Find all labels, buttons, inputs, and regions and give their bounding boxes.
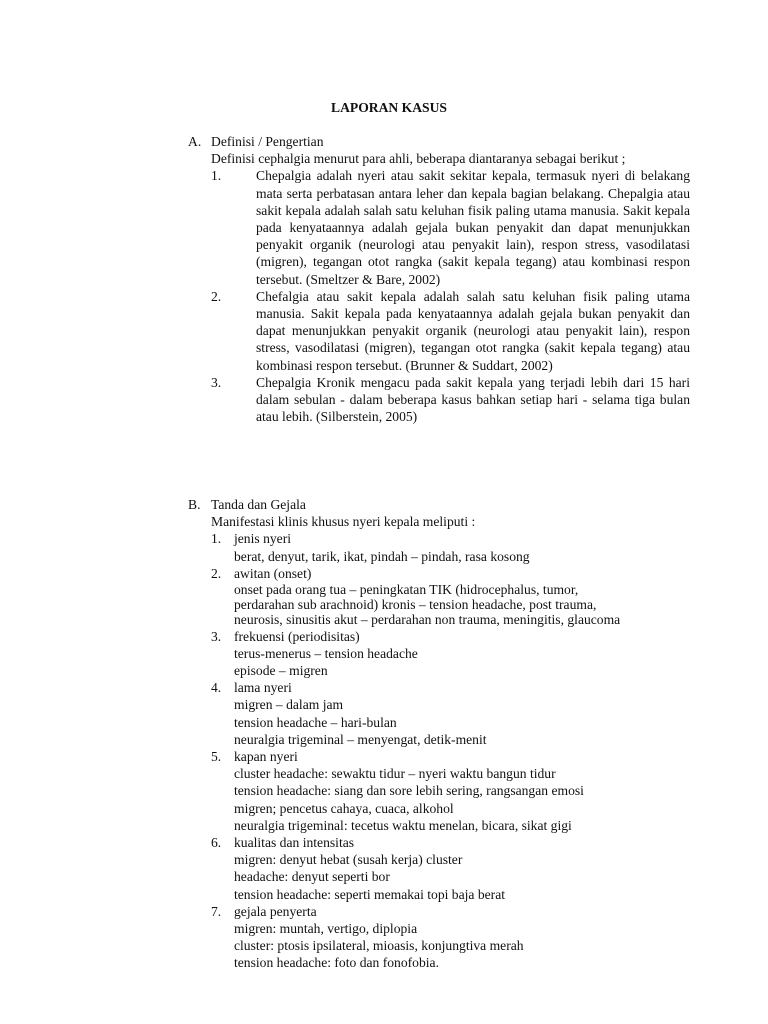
item-number: 7.: [211, 903, 222, 919]
list-item: [211, 288, 690, 374]
item-label: awitan (onset): [234, 565, 312, 581]
item-text: Chepalgia adalah nyeri atau sakit sekitar kepala, termasuk nyeri di belakang mata serta perbatasan antara leher dan kepala bagian belakang. Chepalgia atau sakit kepala adalah salah satu keluhan fisik paling utama manusia. Sakit kepala pada kenyataannya adalah gejala bukan penyakit dan dapat menunjukkan penyakit organik (neurologi atau penyakit lain), respon stress, vasodilatasi (migren), tegangan otot rangka (sakit kepala tegang) atau kombinasi respon tersebut. (Smeltzer & Bare, 2002): [256, 168, 690, 287]
item-number: 3.: [211, 628, 222, 644]
section-definisi: [188, 133, 690, 425]
item-number: 2.: [211, 565, 222, 581]
list-item: [211, 903, 690, 920]
item-line: neurosis, sinusitis akut – perdarahan non trauma, meningitis, glaucoma: [234, 612, 621, 628]
item-label: kapan nyeri: [234, 749, 298, 765]
item-line: headache: denyut seperti bor: [234, 869, 390, 885]
list-item: [211, 748, 690, 765]
section-letter: B.: [188, 497, 201, 512]
item-label: lama nyeri: [234, 680, 292, 696]
section-tanda-gejala: [188, 496, 690, 972]
item-number: 4.: [211, 680, 222, 696]
item-line: berat, denyut, tarik, ikat, pindah – pindah, rasa kosong: [234, 548, 530, 564]
item-line: migren: denyut hebat (susah kerja) cluster: [234, 852, 463, 868]
item-line: cluster headache: sewaktu tidur – nyeri waktu bangun tidur: [234, 766, 556, 782]
section-title: Definisi / Pengertian: [211, 134, 324, 149]
item-number: 5.: [211, 749, 222, 765]
item-line: neuralgia trigeminal: tecetus waktu menelan, bicara, sikat gigi: [234, 817, 572, 833]
item-line: migren – dalam jam: [234, 697, 344, 713]
item-line: cluster: ptosis ipsilateral, mioasis, konjungtiva merah: [234, 938, 524, 954]
item-line: neuralgia trigeminal – menyengat, detik-menit: [234, 731, 487, 747]
list-item: [211, 679, 690, 696]
section-intro: Definisi cephalgia menurut para ahli, beberapa diantaranya sebagai berikut ;: [211, 151, 626, 167]
section-heading: [188, 496, 690, 513]
item-number: 1.: [211, 168, 222, 184]
item-line: perdarahan sub arachnoid) kronis – tension headache, post trauma,: [234, 597, 597, 613]
section-heading: [188, 133, 690, 150]
item-line: tension headache: seperti memakai topi baja berat: [234, 886, 506, 902]
item-line: migren: muntah, vertigo, diplopia: [234, 921, 418, 937]
section-intro: Manifestasi klinis khusus nyeri kepala meliputi :: [211, 514, 476, 530]
item-number: 1.: [211, 531, 222, 547]
item-line: tension headache: siang dan sore lebih sering, rangsangan emosi: [234, 783, 584, 799]
item-line: tension headache – hari-bulan: [234, 714, 397, 730]
item-number: 2.: [211, 288, 222, 304]
section-title: Tanda dan Gejala: [211, 497, 306, 512]
item-label: jenis nyeri: [234, 531, 292, 547]
item-line: onset pada orang tua – peningkatan TIK (hidrocephalus, tumor,: [234, 582, 579, 598]
page-title: LAPORAN KASUS: [331, 100, 447, 115]
list-item: [211, 565, 690, 582]
item-label: kualitas dan intensitas: [234, 835, 355, 851]
section-letter: A.: [188, 134, 202, 149]
list-item: [211, 374, 690, 426]
item-line: migren; pencetus cahaya, cuaca, alkohol: [234, 800, 454, 816]
list-item: [211, 530, 690, 547]
list-item: [211, 834, 690, 851]
list-item: [211, 167, 690, 287]
item-line: terus-menerus – tension headache: [234, 645, 418, 661]
item-text: Chepalgia Kronik mengacu pada sakit kepala yang terjadi lebih dari 15 hari dalam sebulan - dalam beberapa kasus bahkan setiap hari - selama tiga bulan atau lebih. (Silberstein, 2005): [256, 374, 690, 425]
item-line: tension headache: foto dan fonofobia.: [234, 955, 439, 971]
list-item: [211, 628, 690, 645]
item-label: frekuensi (periodisitas): [234, 628, 360, 644]
item-text: Chefalgia atau sakit kepala adalah salah satu keluhan fisik paling utama manusia. Sakit kepala pada kenyataannya adalah gejala bukan penyakit dan dapat menunjukkan penyakit organik (neurologi atau penyakit lain), respon stress, vasodilatasi (migren), tegangan otot rangka (sakit kepala tegang) atau kombinasi respon tersebut. (Brunner & Suddart, 2002): [256, 288, 690, 373]
item-number: 3.: [211, 374, 222, 390]
item-number: 6.: [211, 835, 222, 851]
item-line: episode – migren: [234, 663, 328, 679]
item-label: gejala penyerta: [234, 903, 317, 919]
